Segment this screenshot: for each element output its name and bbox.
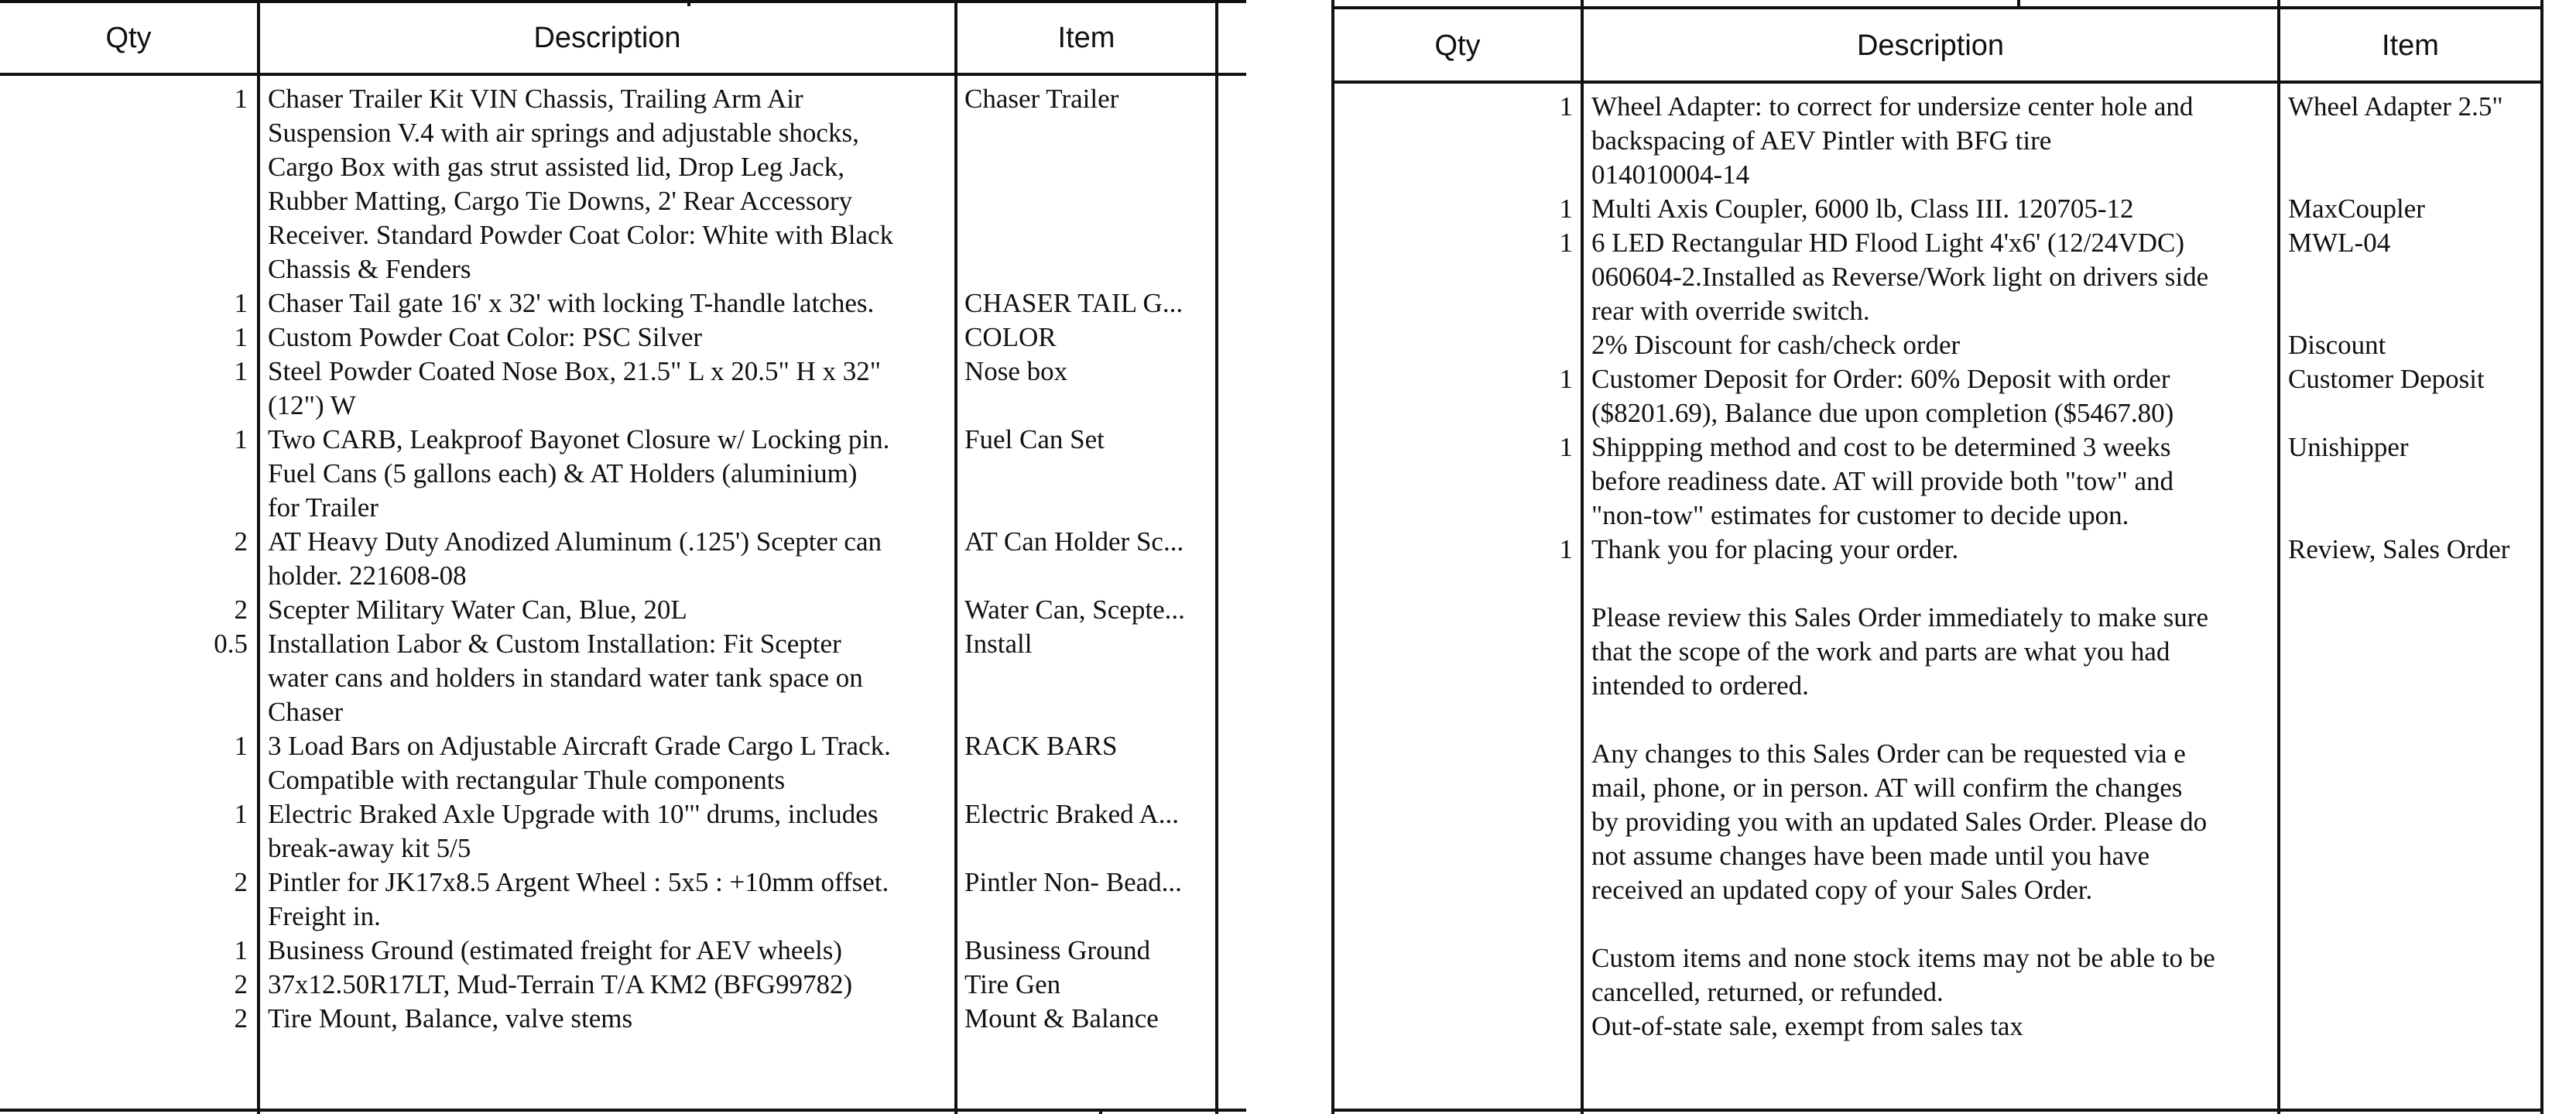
row-description: Business Ground (estimated freight for AEV wheels)	[268, 935, 842, 965]
row-description: 2% Discount for cash/check order	[1591, 330, 1961, 360]
row-qty: 1	[234, 84, 248, 114]
row-item: Review, Sales Order	[2288, 534, 2510, 564]
row-qty: 2	[234, 969, 248, 999]
row-description: Installation Labor & Custom Installation: Fit Scepter water cans and holders in standard water tank space on Chaser	[268, 629, 863, 727]
row-qty: 1	[1559, 432, 1573, 462]
row-description: Pintler for JK17x8.5 Argent Wheel : 5x5 : +10mm offset. Freight in.	[268, 867, 889, 931]
row-item: Wheel Adapter 2.5"	[2288, 91, 2503, 122]
right-border	[1215, 0, 1218, 1114]
top-border	[1331, 6, 2543, 9]
row-item: MWL-04	[2288, 228, 2391, 258]
row-description: Tire Mount, Balance, valve stems	[268, 1003, 633, 1033]
row-description: Shippping method and cost to be determined 3 weeks before readiness date. AT will provide both "tow" and "non-tow" estimates for customer to decide upon.	[1591, 432, 2174, 530]
row-item: Nose box	[964, 356, 1068, 386]
qty-column-divider	[1581, 0, 1584, 1114]
row-qty: 2	[234, 867, 248, 897]
row-description: 3 Load Bars on Adjustable Aircraft Grade Cargo L Track. Compatible with rectangular Thule components	[268, 731, 891, 795]
row-item: CHASER TAIL G...	[964, 288, 1184, 318]
row-description: AT Heavy Duty Anodized Aluminum (.125') Scepter can holder. 221608-08	[268, 526, 882, 591]
row-qty: 1	[234, 322, 248, 352]
row-description: Multi Axis Coupler, 6000 lb, Class III. 120705-12	[1591, 194, 2134, 224]
bottom-border	[0, 1109, 1246, 1112]
row-qty: 2	[234, 526, 248, 557]
top-tick	[2017, 0, 2020, 9]
row-description: Two CARB, Leakproof Bayonet Closure w/ Locking pin. Fuel Cans (5 gallons each) & AT Holders (aluminium) for Trailer	[268, 424, 890, 523]
header-divider	[1331, 81, 2543, 84]
row-item: Customer Deposit	[2288, 364, 2485, 394]
row-qty: 1	[234, 799, 248, 829]
row-description: 6 LED Rectangular HD Flood Light 4'x6' (12/24VDC) 060604-2.Installed as Reverse/Work light on drivers side rear with override switch.	[1591, 228, 2209, 326]
row-qty: 1	[234, 731, 248, 761]
top-tick	[687, 0, 690, 6]
row-qty: 2	[234, 1003, 248, 1033]
row-qty: 1	[1559, 91, 1573, 122]
row-item: Pintler Non- Bead...	[964, 867, 1182, 897]
item-header: Item	[2382, 29, 2439, 62]
description-header: Description	[533, 22, 681, 54]
right-border	[2540, 0, 2543, 1114]
description-column-divider	[954, 0, 957, 1114]
row-description: Steel Powder Coated Nose Box, 21.5" L x 20.5" H x 32" (12") W	[268, 356, 882, 420]
row-qty: 1	[1559, 228, 1573, 258]
row-item: COLOR	[964, 322, 1057, 352]
row-qty: 2	[234, 595, 248, 625]
qty-header: Qty	[1434, 29, 1481, 62]
row-qty: 1	[1559, 194, 1573, 224]
row-description: Wheel Adapter: to correct for undersize center hole and backspacing of AEV Pintler with BFG tire 014010004-14	[1591, 91, 2194, 190]
top-border	[0, 0, 1246, 3]
row-qty: 1	[1559, 364, 1573, 394]
qty-column-divider	[257, 0, 260, 1114]
row-description: Customer Deposit for Order: 60% Deposit with order ($8201.69), Balance due upon completion ($5467.80)	[1591, 364, 2174, 428]
row-qty: 1	[234, 935, 248, 965]
description-column-divider	[2277, 0, 2280, 1114]
row-item: RACK BARS	[964, 731, 1118, 761]
row-item: Install	[964, 629, 1033, 659]
row-item: Business Ground	[964, 935, 1151, 965]
row-item: Chaser Trailer	[964, 84, 1119, 114]
row-item: MaxCoupler	[2288, 194, 2425, 224]
row-item: AT Can Holder Sc...	[964, 526, 1184, 557]
description-header: Description	[1856, 29, 2005, 62]
bottom-tick	[1099, 1109, 1102, 1114]
row-qty: 0.5	[214, 629, 248, 659]
header-divider	[0, 73, 1246, 76]
row-item: Fuel Can Set	[964, 424, 1105, 454]
row-qty: 1	[234, 356, 248, 386]
row-qty: 1	[234, 424, 248, 454]
row-description: Thank you for placing your order. Please review this Sales Order immediately to make sure that the scope of the work and parts are what you had intended to ordered. Any changes to this Sales Order can be requested via e mail, phone, or in person. AT will confirm the changes by providing you with an updated Sales Order. Please do not assume changes have been made until you have received an updated copy of your Sales Order. Custom items and none stock items may not be able to be cancelled, returned, or refunded. Out-of-state sale, exempt from sales tax	[1591, 534, 2215, 1041]
left-border	[1331, 0, 1334, 1114]
row-description: Custom Powder Coat Color: PSC Silver	[268, 322, 703, 352]
row-item: Unishipper	[2288, 432, 2409, 462]
row-item: Electric Braked A...	[964, 799, 1179, 829]
row-description: 37x12.50R17LT, Mud-Terrain T/A KM2 (BFG99782)	[268, 969, 853, 999]
row-qty: 1	[1559, 534, 1573, 564]
row-qty: 1	[234, 288, 248, 318]
row-item: Mount & Balance	[964, 1003, 1159, 1033]
bottom-border	[1331, 1109, 2543, 1112]
row-description: Chaser Tail gate 16' x 32' with locking T-handle latches.	[268, 288, 875, 318]
sales-order-table-left	[0, 0, 1246, 1114]
sales-order-table-right	[1331, 0, 2576, 1114]
row-item: Water Can, Scepte...	[964, 595, 1185, 625]
row-item: Discount	[2288, 330, 2386, 360]
row-description: Electric Braked Axle Upgrade with 10"' drums, includes break-away kit 5/5	[268, 799, 879, 863]
qty-header: Qty	[105, 22, 152, 54]
row-item: Tire Gen	[964, 969, 1061, 999]
row-description: Scepter Military Water Can, Blue, 20L	[268, 595, 687, 625]
row-description: Chaser Trailer Kit VIN Chassis, Trailing Arm Air Suspension V.4 with air springs and adjustable shocks, Cargo Box with gas strut assisted lid, Drop Leg Jack, Rubber Matting, Cargo Tie Downs, 2' Rear Accessory Receiver. Standard Powder Coat Color: White with Black Chassis & Fenders	[268, 84, 894, 284]
item-header: Item	[1057, 22, 1115, 54]
